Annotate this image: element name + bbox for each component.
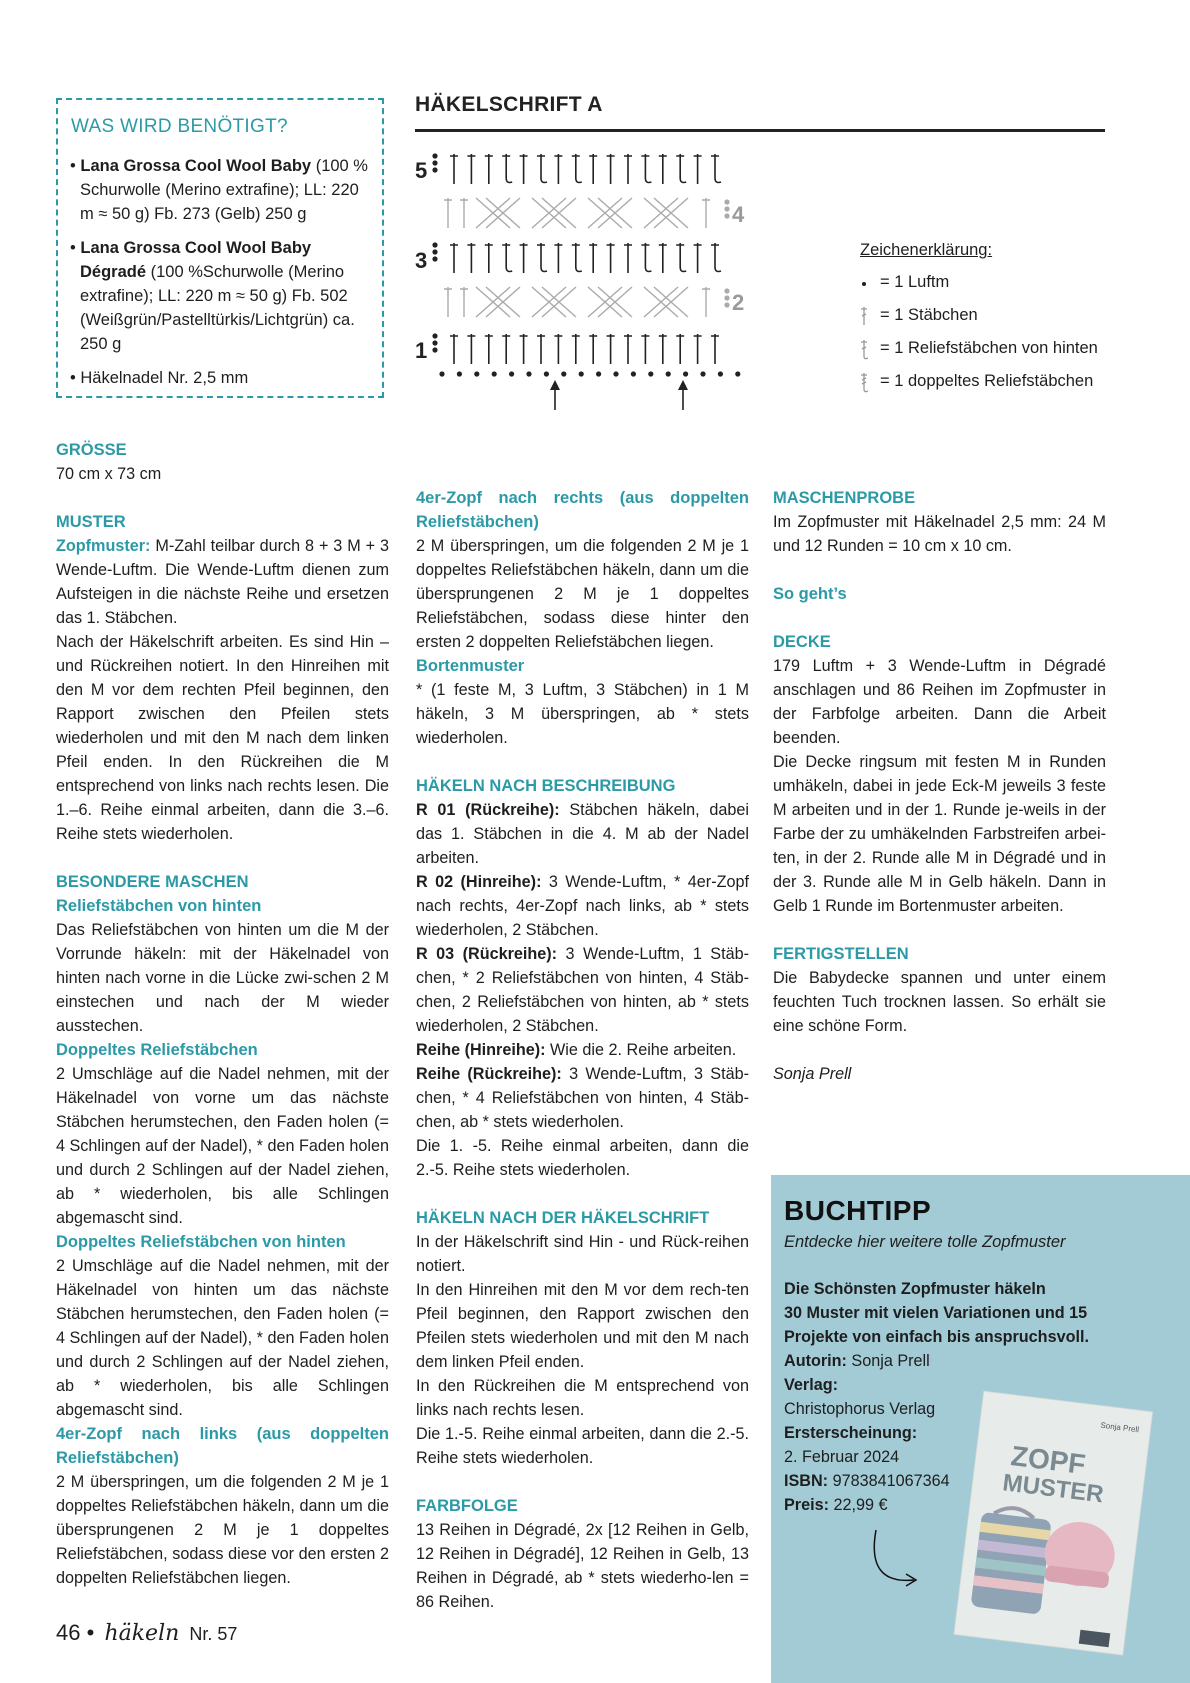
legend-item-label: = 1 Reliefstäbchen von hinten: [880, 339, 1098, 357]
chain-dot: [432, 347, 437, 352]
chain-dot: [492, 371, 497, 376]
legend-item-label: = 1 Stäbchen: [880, 306, 978, 324]
r02-label: R 02 (Hinreihe):: [416, 873, 542, 891]
stitch-symbol: [589, 334, 597, 364]
stitch-symbol: [659, 334, 667, 364]
legend-item-label: = 1 doppeltes Reliefstäbchen: [880, 372, 1094, 390]
book-cover-title-2: MUSTER: [1001, 1469, 1106, 1509]
farbfolge-heading: FARBFOLGE: [416, 1497, 518, 1515]
chart-title: HÄKELSCHRIFT A: [415, 93, 603, 116]
decke-text-2: Die Decke ringsum mit festen M in Runden umhäkeln, dabei in jede Eck-M jeweils 3 feste M arbeiten und in der 1. Runde je-weils in der Farbe der zu umhäkelnden Farbstreifen arbei-ten, in der 2. Runde alle M in Dégradé und in der 3. Runde alle M in Gelb häkeln. Dann in Gelb 1 Runde im Bortenmuster arbeiten.: [773, 753, 1106, 915]
chain-dot: [457, 371, 462, 376]
stitch-symbol: [537, 154, 547, 183]
relief-stitch-icon: [860, 336, 874, 360]
chain-dot: [432, 333, 437, 338]
book-author: [784, 1349, 1124, 1373]
reihe-rueck-body: 3 Wende-Luftm, 3 Stäb-chen, * 4 Reliefstäbchen von hinten, 4 Stäb-chen, ab * stets wiederholen.: [416, 1065, 749, 1131]
book-publisher-label: Verlag:: [784, 1376, 838, 1394]
stitch-symbol: [485, 334, 493, 364]
materials-item-text: (100 % Schurwolle (Merino extrafine); LL: 220 m ≈ 50 g) Fb. 273 (Gelb) 250 g: [80, 157, 368, 223]
materials-item: • Lana Grossa Cool Wool Baby Dégradé (100 %Schurwolle (Merino extrafine); LL: 220 m ≈ 50 g) Fb. 502 (Weißgrün/Pastelltürkis/Lichtgrün) ca. 250 g: [70, 239, 355, 353]
reihe-hin-text: [416, 1038, 749, 1062]
materials-item-bold: Lana Grossa Cool Wool Baby Dégradé: [80, 239, 312, 281]
materials-item-text: (100 %Schurwolle (Merino extrafine); LL: 220 m ≈ 50 g) Fb. 502 (Weißgrün/Pastelltürkis/Lichtgrün) ca. 250 g: [80, 263, 355, 353]
column-3: [773, 486, 1106, 1086]
legend-title: Zeichenerklärung:: [860, 241, 993, 259]
decke-heading: DECKE: [773, 633, 831, 651]
cable-symbol: [532, 287, 576, 317]
borten-text: * (1 feste M, 3 Luftm, 3 Stäbchen) in 1 M häkeln, 3 M überspringen, ab * stets wiederholen.: [416, 681, 749, 747]
stitch-symbol: [467, 243, 475, 273]
stitch-symbol: [659, 243, 667, 273]
groesse-heading: GRÖSSE: [56, 441, 127, 459]
stitch-symbol: [641, 154, 651, 183]
stitch-symbol: [641, 243, 651, 272]
chain-dot: [724, 295, 729, 300]
stitch-symbol: [624, 334, 632, 364]
relief-text: Das Reliefstäbchen von hinten um die M der Vorrunde häkeln: mit der Häkelnadel von hinten nach vorne in die Lücke zwi-schen 2 M einstechen und nach der M wieder ausstechen.: [56, 921, 389, 1035]
zopf-rechts-text: 2 M überspringen, um die folgenden 2 M je 1 doppeltes Reliefstäbchen häkeln, dann um die übersprungenen 2 M je 1 doppeltes Reliefstäbchen, sodass diese hinter den ersten 2 doppelten Reliefstäbchen liegen.: [416, 537, 749, 651]
book-cover-image: [943, 1390, 1153, 1660]
chart-divider: [415, 129, 1105, 132]
cable-symbol: [644, 198, 688, 228]
stitch-symbol: [450, 334, 458, 364]
stitch-symbol: [572, 334, 580, 364]
stitch-symbol: [641, 334, 649, 364]
legend-item-label: = 1 Luftm: [880, 273, 950, 291]
materials-title: WAS WIRD BENÖTIGT?: [71, 116, 288, 137]
beschreibung-heading: HÄKELN NACH BESCHREIBUNG: [416, 777, 676, 795]
chain-dot: [439, 371, 444, 376]
stitch-symbol: [450, 243, 458, 273]
legend-item: [860, 299, 1098, 332]
r02-text: [416, 870, 749, 942]
chain-dot: [724, 302, 729, 307]
stitch-symbol: [624, 154, 632, 184]
book-cover-title-1: ZOPF: [1009, 1440, 1088, 1480]
materials-item: • Lana Grossa Cool Wool Baby (100 % Schurwolle (Merino extrafine); LL: 220 m ≈ 50 g) Fb. 273 (Gelb) 250 g: [70, 157, 368, 223]
chain-dot: [509, 371, 514, 376]
groesse-text: 70 cm x 73 cm: [56, 465, 162, 483]
chain-dot: [432, 249, 437, 254]
stitch-symbol: [607, 334, 615, 364]
book-author-value: Sonja Prell: [846, 1352, 930, 1370]
stitch-symbol: [460, 287, 468, 317]
stitch-symbol: [589, 243, 597, 273]
row-number-2: 2: [732, 290, 745, 315]
book-isbn-value: 9783841067364: [828, 1472, 950, 1490]
chain-dot: [579, 371, 584, 376]
book-tip-box: [771, 1175, 1190, 1683]
stitch-symbol: [624, 243, 632, 273]
issue-number: Nr. 57: [189, 1624, 238, 1644]
repeat-arrow-head: [550, 380, 560, 390]
row-number-1: 1: [415, 338, 428, 363]
zopf-rechts-heading: 4er-Zopf nach rechts (aus doppelten Reliefstäbchen): [416, 489, 749, 531]
nach-text: Nach der Häkelschrift arbeiten. Es sind Hin – und Rückreihen notiert. In den Hinreihen mit den M vor dem rechten Pfeil beginnen, den Rapport zwischen den Pfeilen stets wiederholen und mit den M nach dem linken Pfeil enden. In den Rückreihen die M entsprechend von links nach rechts lesen. Die 1.–6. Reihe einmal arbeiten, dann die 3.–6. Reihe stets wiederholen.: [56, 633, 389, 843]
stitch-symbol: [502, 334, 510, 364]
stitch-icon: [860, 303, 874, 327]
chain-dot: [526, 371, 531, 376]
r03-label: R 03 (Rückreihe):: [416, 945, 558, 963]
stitch-symbol: [676, 243, 686, 272]
stitch-symbol: [711, 334, 719, 364]
materials-item: • Häkelnadel Nr. 2,5 mm: [70, 369, 249, 387]
stitch-symbol: [676, 334, 684, 364]
r01-text: [416, 798, 749, 870]
stitch-symbol: [520, 243, 528, 273]
legend-item: [860, 266, 1098, 299]
stitch-symbol: [659, 154, 667, 184]
stitch-symbol: [485, 243, 493, 273]
stitch-symbol: [554, 154, 562, 184]
doppelt-hinten-text: 2 Umschläge auf die Nadel nehmen, mit der Häkelnadel von hinten um das nächste Stäbchen herumstechen, den Faden holen (= 4 Schlingen auf der Nadel), * den Faden holen und durch 2 Schlingen auf der Nadel ziehen, ab * wiederholen, bis alle Schlingen abgemascht sind.: [56, 1257, 389, 1419]
stitch-symbol: [572, 243, 582, 272]
stitch-symbol: [676, 154, 686, 183]
book-publisher-value: Christophorus Verlag: [784, 1400, 936, 1418]
chain-dot: [432, 256, 437, 261]
stitch-symbol: [607, 154, 615, 184]
reihe-rueck-text: [416, 1062, 749, 1134]
repeat-text: Die 1. -5. Reihe einmal arbeiten, dann die 2.-5. Reihe stets wiederholen.: [416, 1137, 749, 1179]
book-tip-title: BUCHTIPP: [784, 1195, 932, 1226]
fertig-heading: FERTIGSTELLEN: [773, 945, 909, 963]
legend-item: [860, 332, 1098, 365]
farbfolge-text: 13 Reihen in Dégradé, 2x [12 Reihen in Gelb, 12 Reihen in Dégradé], 12 Reihen in Gelb, 13 Reihen in Dégradé, ab * stets wiederho-len = 86 Reihen.: [416, 1521, 749, 1611]
doppelt-text: 2 Umschläge auf die Nadel nehmen, mit der Häkelnadel von vorne um das nächste Stäbchen herumstechen, den Faden holen (= 4 Schlingen auf der Nadel), * den Faden holen und durch 2 Schlingen auf der Nadel ziehen, ab * wiederholen, bis alle Schlingen abgemascht sind.: [56, 1065, 389, 1227]
r03-text: [416, 942, 749, 1038]
maschenprobe-heading: MASCHENPROBE: [773, 489, 916, 507]
zopf-links-heading: 4er-Zopf nach links (aus doppelten Reliefstäbchen): [56, 1425, 389, 1467]
chain-dot: [666, 371, 671, 376]
stitch-symbol: [554, 334, 562, 364]
schrift-text-2: In den Hinreihen mit den M vor dem rech-ten Pfeil beginnen, den Rapport zwischen den Pfeilen stets wiederholen und mit den M nach dem linken Pfeil enden.: [416, 1281, 749, 1371]
stitch-symbol: [520, 154, 528, 184]
book-price-label: Preis:: [784, 1496, 829, 1514]
stitch-symbol: [702, 287, 710, 317]
column-1: [56, 438, 389, 1590]
crochet-chart-symbols: [432, 153, 740, 410]
cable-symbol: [532, 198, 576, 228]
stitch-symbol: [694, 334, 702, 364]
row-number-4: 4: [732, 202, 745, 227]
cable-symbol: [644, 287, 688, 317]
fertig-text: Die Babydecke spannen und unter einem feuchten Tuch trocknen lassen. So erhält sie eine schöne Form.: [773, 969, 1106, 1035]
schrift-text-4: Die 1.-5. Reihe einmal arbeiten, dann die 2.-5. Reihe stets wiederholen.: [416, 1425, 749, 1467]
chain-dot: [596, 371, 601, 376]
chain-dot: [432, 340, 437, 345]
reihe-hin-label: Reihe (Hinreihe):: [416, 1041, 546, 1059]
book-release-label: Ersterscheinung:: [784, 1424, 918, 1442]
doppelt-heading: Doppeltes Reliefstäbchen: [56, 1041, 258, 1059]
stitch-symbol: [502, 154, 512, 183]
sogehts-heading: So geht’s: [773, 585, 847, 603]
chain-dot: [561, 371, 566, 376]
materials-box: [56, 98, 384, 398]
chain-dot: [648, 371, 653, 376]
footer-bullet: •: [86, 1620, 95, 1645]
book-title: Die Schönsten Zopfmuster häkeln: [784, 1280, 1046, 1298]
chain-dot: [613, 371, 618, 376]
book-tip-subtitle: Entdecke hier weitere tolle Zopfmuster: [784, 1233, 1066, 1251]
chain-dot: [735, 371, 740, 376]
chart-legend: [860, 238, 1098, 398]
book-price-value: 22,99 €: [829, 1496, 888, 1514]
stitch-symbol: [444, 198, 452, 228]
crochet-chart: [415, 148, 775, 413]
decke-text-1: 179 Luftm + 3 Wende-Luftm in Dégradé anschlagen und 86 Reihen im Zopfmuster in der Farbfolge arbeiten. Dann die Arbeit beenden.: [773, 657, 1106, 747]
chain-dot: [683, 371, 688, 376]
materials-list: [68, 154, 373, 400]
r01-body: Stäbchen häkeln, dabei das 1. Stäbchen in die 4. M ab der Nadel arbeiten.: [416, 801, 750, 867]
book-subtitle: 30 Muster mit vielen Variationen und 15 Projekte von einfach bis anspruchsvoll.: [784, 1304, 1089, 1346]
stitch-symbol: [467, 334, 475, 364]
stitch-symbol: [537, 243, 547, 272]
muster-heading: MUSTER: [56, 513, 126, 531]
book-release-value: 2. Februar 2024: [784, 1448, 900, 1466]
author-signature: Sonja Prell: [773, 1065, 852, 1083]
chain-dot: [631, 371, 636, 376]
stitch-symbol: [572, 154, 582, 183]
cable-symbol: [476, 287, 520, 317]
stitch-symbol: [694, 154, 702, 184]
materials-item-bold: Lana Grossa Cool Wool Baby: [80, 157, 312, 175]
stitch-symbol: [607, 243, 615, 273]
relief-heading: Reliefstäbchen von hinten: [56, 897, 262, 915]
stitch-symbol: [702, 198, 710, 228]
stitch-symbol: [711, 243, 721, 272]
column-2: [416, 486, 749, 1614]
repeat-arrow-head: [678, 380, 688, 390]
chain-dot: [432, 242, 437, 247]
stitch-symbol: [711, 154, 721, 183]
zopfmuster-text: [56, 534, 389, 630]
stitch-symbol: [502, 243, 512, 272]
magazine-name: häkeln: [104, 1621, 180, 1646]
zopfmuster-body: M-Zahl teilbar durch 8 + 3 M + 3 Wende-Luftm. Die Wende-Luftm dienen zum Aufsteigen in die nächste Reihe und ersetzen das 1. Stäbchen.: [56, 537, 389, 627]
chain-dot: [718, 371, 723, 376]
reihe-hin-body: Wie die 2. Reihe arbeiten.: [545, 1041, 737, 1059]
doppelt-hinten-heading: Doppeltes Reliefstäbchen von hinten: [56, 1233, 346, 1251]
curved-arrow-icon: [866, 1525, 936, 1605]
schrift-text-3: In den Rückreihen die M entsprechend von links nach rechts lesen.: [416, 1377, 749, 1419]
book-cover-author: Sonja Prell: [1100, 1420, 1140, 1435]
stitch-symbol: [450, 154, 458, 184]
schrift-heading: HÄKELN NACH DER HÄKELSCHRIFT: [416, 1209, 710, 1227]
legend-item: [860, 365, 1098, 398]
row-number-5: 5: [415, 158, 428, 183]
double-relief-stitch-icon: [860, 369, 874, 393]
page-number: 46: [56, 1620, 81, 1645]
cable-symbol: [588, 198, 632, 228]
stitch-symbol: [589, 154, 597, 184]
schrift-text-1: In der Häkelschrift sind Hin - und Rück-reihen notiert.: [416, 1233, 749, 1275]
zopfmuster-label: Zopfmuster:: [56, 537, 151, 555]
chain-dot: [724, 213, 729, 218]
materials-item-text: Häkelnadel Nr. 2,5 mm: [80, 369, 249, 387]
r01-label: R 01 (Rückreihe):: [416, 801, 560, 819]
chain-dot: [724, 288, 729, 293]
cable-symbol: [588, 287, 632, 317]
reihe-rueck-label: Reihe (Rückreihe):: [416, 1065, 562, 1083]
chain-dot: [432, 160, 437, 165]
stitch-symbol: [694, 243, 702, 273]
dot-icon: [860, 270, 874, 294]
chain-dot: [724, 199, 729, 204]
chain-dot: [544, 371, 549, 376]
stitch-symbol: [444, 287, 452, 317]
stitch-symbol: [520, 334, 528, 364]
row-number-3: 3: [415, 248, 428, 273]
book-author-label: Autorin:: [784, 1352, 847, 1370]
chain-dot: [700, 371, 705, 376]
chain-dot: [474, 371, 479, 376]
book-isbn-label: ISBN:: [784, 1472, 829, 1490]
borten-heading: Bortenmuster: [416, 657, 525, 675]
stitch-symbol: [467, 154, 475, 184]
zopf-links-text: 2 M überspringen, um die folgenden 2 M je 1 doppeltes Reliefstäbchen häkeln, dann um die übersprungenen 2 M je 1 doppeltes Reliefstäbchen, sodass diese vor den ersten 2 doppelten Reliefstäbchen liegen.: [56, 1473, 389, 1587]
stitch-symbol: [537, 334, 545, 364]
maschenprobe-text: Im Zopfmuster mit Häkelnadel 2,5 mm: 24 M und 12 Runden = 10 cm x 10 cm.: [773, 513, 1106, 555]
stitch-symbol: [554, 243, 562, 273]
r03-body: 3 Wende-Luftm, 1 Stäb-chen, * 2 Reliefstäbchen von hinten, 4 Stäb-chen, 2 Reliefstäbchen von hinten, ab * stets wiederholen, 2 Stäbchen.: [416, 945, 749, 1035]
chain-dot: [432, 167, 437, 172]
besondere-heading: BESONDERE MASCHEN: [56, 873, 249, 891]
cable-symbol: [476, 198, 520, 228]
r02-body: 3 Wende-Luftm, * 4er-Zopf nach rechts, 4er-Zopf nach links, ab * stets wiederholen, 2 Stäbchen.: [416, 873, 749, 939]
chain-dot: [724, 206, 729, 211]
page-footer: [56, 1620, 237, 1646]
stitch-symbol: [460, 198, 468, 228]
chain-dot: [432, 153, 437, 158]
stitch-symbol: [485, 154, 493, 184]
